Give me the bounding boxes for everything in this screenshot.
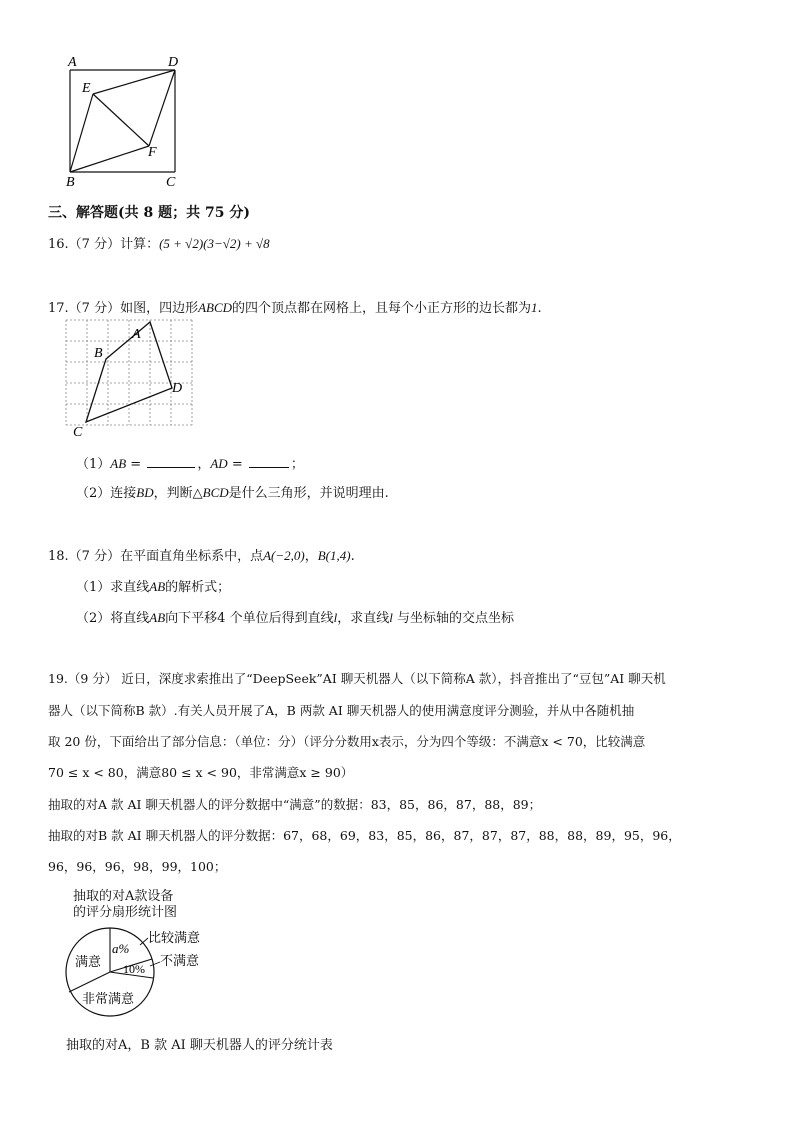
- q18-end: .: [350, 549, 355, 564]
- q19-line1: 19.（9 分） 近日，深度求索推出了“DeepSeek”AI 聊天机器人（以下简称A 款），抖音推出了“豆包”AI 聊天机: [48, 671, 666, 686]
- q19-line4: 70 ≤ x < 80，满意80 ≤ x < 90，非常满意x ≥ 90）: [48, 765, 354, 780]
- q18-point-a: A(−2,0): [263, 548, 305, 563]
- label-F: F: [148, 145, 157, 160]
- pie-label-unsat: 不满意: [160, 953, 200, 968]
- q17-p2-end: 是什么三角形，并说明理由.: [228, 486, 389, 501]
- pie-label-satisfied: 满意: [75, 954, 102, 969]
- q18-intro: 18.（7 分）在平面直角坐标系中，点: [48, 549, 264, 564]
- q18-p2-d: 与坐标轴的交点坐标: [392, 611, 514, 626]
- pie-title-line1: 抽取的对A款设备: [73, 889, 174, 904]
- q17-one: 1: [531, 300, 538, 315]
- answer-blank-ab[interactable]: [147, 455, 195, 468]
- q18-part1: [76, 576, 230, 595]
- q17-p2-mid: ，判断△: [153, 486, 203, 501]
- q17-p1-ad: AD: [210, 456, 228, 471]
- answer-blank-ad[interactable]: [249, 455, 289, 468]
- grid-label-B: B: [94, 346, 103, 361]
- q19-line2: 器人（以下简称B 款）.有关人员开展了A，B 两款 AI 聊天机器人的使用满意度评分测验，并从中各随机抽: [48, 703, 635, 718]
- q17-p2-bd: BD: [136, 485, 154, 500]
- q18-p2-c: ，求直线: [337, 611, 390, 626]
- q17-p1-prefix: （1）: [76, 457, 111, 472]
- q17-p1-ab: AB: [110, 456, 127, 471]
- square-figure: [60, 50, 190, 190]
- q19-line3: 取 20 份，下面给出了部分信息：（单位：分）（评分分数用x表示，分为四个等级：不满意x < 70，比较满意: [48, 734, 646, 749]
- q18-sep: ，: [304, 549, 318, 564]
- q17-number: 17.（7 分）如图，四边形: [48, 301, 199, 316]
- q17-p1-eq: =: [126, 457, 146, 472]
- q18-p2-l: l: [333, 610, 338, 625]
- table-caption: 抽取的对A，B 款 AI 聊天机器人的评分统计表: [66, 1038, 333, 1053]
- label-B: B: [66, 175, 75, 190]
- label-A: A: [68, 55, 77, 70]
- q17-p2-prefix: （2）连接: [76, 486, 137, 501]
- q18-p1-ab: AB: [149, 579, 166, 594]
- pie-title-line2: 的评分扇形统计图: [73, 905, 178, 920]
- pie-label-very: 非常满意: [82, 991, 135, 1006]
- q18-p1-b: 的解析式；: [165, 580, 231, 595]
- grid-label-D: D: [172, 381, 183, 396]
- grid-lines: [66, 320, 192, 425]
- pie-title: [73, 889, 177, 921]
- q19-line7: 96，96，96，98，99，100；: [48, 859, 227, 874]
- q16-expression: (5 + √2)(3−√2) + √8: [159, 236, 270, 251]
- question-17: [48, 297, 542, 316]
- q17-part2: [76, 482, 389, 501]
- grid-label-A: A: [132, 327, 141, 342]
- q18-part2: [76, 607, 514, 626]
- q18-point-b: B(1,4): [317, 548, 351, 563]
- q16-number: 16.（7 分）计算：: [48, 237, 160, 252]
- pie-label-fairly: 比较满意: [148, 930, 201, 945]
- pie-chart: [60, 926, 220, 1022]
- label-E: E: [82, 81, 91, 96]
- q18-p1-a: （1）求直线: [76, 580, 150, 595]
- q19-line5: 抽取的对A 款 AI 聊天机器人的评分数据中“满意”的数据：83，85，86，87，88，89；: [48, 797, 542, 812]
- grid-label-C: C: [73, 425, 83, 440]
- q17-text: 的四个顶点都在网格上，且每个小正方形的边长都为: [232, 301, 532, 316]
- q17-end: .: [537, 301, 542, 316]
- q18-p2-b: 向下平移4 个单位后得到直线: [165, 611, 334, 626]
- q18-p2-a: （2）将直线: [76, 611, 150, 626]
- q18-p2-l2: l: [389, 610, 393, 625]
- grid-figure: [64, 318, 196, 444]
- q17-p1-eq2: =: [227, 457, 247, 472]
- question-18: [48, 545, 355, 564]
- leader-unsat: [150, 962, 160, 966]
- section-title: 三、解答题(共 8 题；共 75 分): [48, 205, 250, 221]
- q17-abcd: ABCD: [198, 300, 233, 315]
- label-C: C: [166, 175, 176, 190]
- q18-p2-ab: AB: [149, 610, 166, 625]
- pie-label-10: 10%: [123, 962, 145, 976]
- q17-part1: [76, 453, 304, 472]
- pie-divider-left: [69, 972, 110, 992]
- label-D: D: [168, 55, 179, 70]
- q17-p1-sep: ，: [197, 457, 211, 472]
- pie-label-a: a%: [112, 941, 130, 956]
- q17-p1-end: ；: [290, 457, 304, 472]
- q19-line6: 抽取的对B 款 AI 聊天机器人的评分数据：67，68，69，83，85，86，87，87，87，88，88，89，95，96，: [48, 828, 681, 843]
- q17-p2-bcd: BCD: [202, 485, 229, 500]
- question-16: [48, 233, 270, 252]
